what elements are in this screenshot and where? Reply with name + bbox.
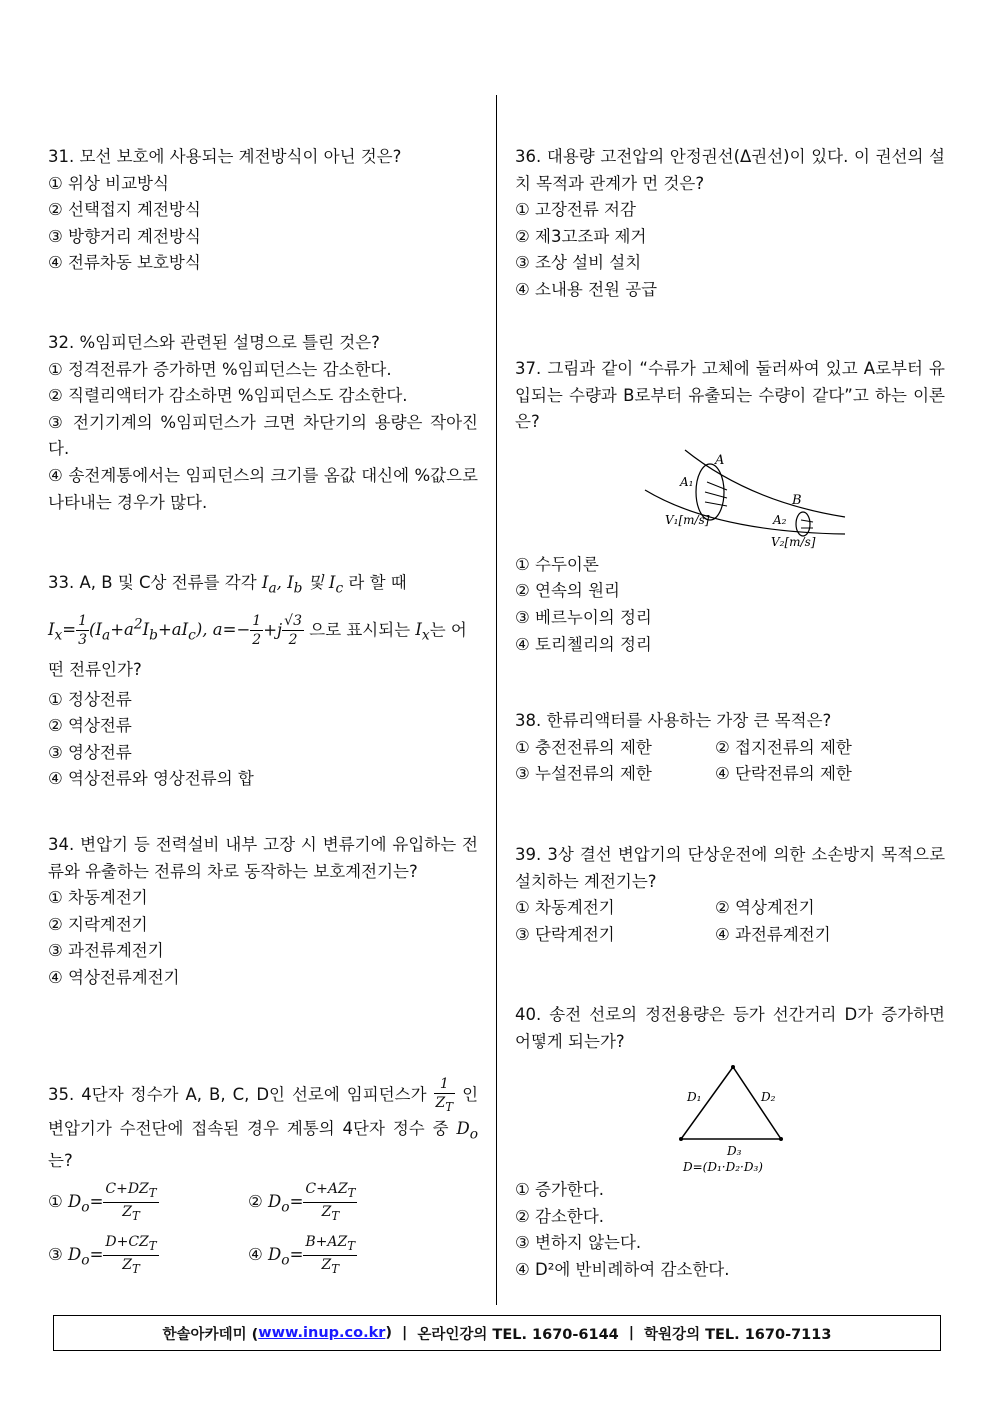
option: ④ 과전류계전기: [715, 924, 831, 944]
question-number: 40.: [515, 1005, 542, 1024]
option: ③ 영상전류: [48, 742, 132, 762]
option: ② 직렬리액터가 감소하면 %임피던스도 감소한다.: [48, 386, 408, 406]
option: ① 차동계전기: [515, 898, 615, 918]
question-32: [48, 330, 478, 516]
online-phone: 온라인강의 TEL. 1670-6144: [417, 1326, 619, 1343]
question-33: 33. A, B 및 C상 전류를 각각 $I_a$, $I_b$ 및 $I_c$ 라 할 때 $I_x=$ $\frac{1}{3}$ $(I_a+a^2I_b+aI_c)$, a=− $\frac{1}{2}$ +j $\frac{√3}{2}$ 으로 표시되는 $I_x$는 어떤 전류인가? ① 정상전류 ② 역상전류 ③ 영상전류 ④ 역상전류와 영상전류의 합: [48, 570, 478, 793]
question-40: [515, 1002, 945, 1284]
separator: |: [628, 1325, 635, 1341]
label-b: B: [792, 492, 802, 508]
option: ① 고장전류 저감: [515, 200, 636, 220]
math-ia-ib-ic: $I_a$, $I_b$ 및 $I_c$: [261, 573, 344, 597]
question-stem: 모선 보호에 사용되는 계전방식이 아닌 것은?: [79, 147, 402, 166]
math-formula: $I_x=$: [48, 620, 77, 644]
option: ① 충전전류의 제한: [515, 737, 652, 757]
question-stem: 으로 표시되는: [309, 620, 411, 640]
question-stem: 한류리액터를 사용하는 가장 큰 목적은?: [546, 711, 832, 730]
label-d2: D₂: [761, 1090, 776, 1105]
question-number: 31.: [48, 147, 75, 166]
question-39: [515, 842, 945, 948]
question-stem: 그림과 같이 “수류가 고체에 둘러싸여 있고 A로부터 유입되는 수량과 B로부터 유출되는 수량이 같다”고 하는 이론은?: [515, 359, 945, 432]
option: ④ 단락전류의 제한: [715, 764, 852, 784]
question-stem: 는?: [48, 1150, 73, 1170]
question-stem: 라 할 때: [348, 573, 407, 592]
label-a2: A₂: [773, 512, 787, 527]
option: ② 연속의 원리: [515, 581, 620, 601]
label-d3: D₃: [727, 1144, 742, 1159]
label-v1: V₁[m/s]: [665, 512, 710, 527]
footer-bar: 한솔아카데미 ( www.inup.co.kr ) | 온라인강의 TEL. 1670-6144 | 학원강의 TEL. 1670-7113: [53, 1315, 941, 1351]
question-31: [48, 144, 478, 277]
separator: |: [402, 1325, 408, 1341]
option: ④ 토리첼리의 정리: [515, 634, 652, 654]
option: ④ 소내용 전원 공급: [515, 279, 658, 299]
fraction: $\frac{1}{3}$: [78, 613, 88, 649]
question-stem: 4단자 정수가 A, B, C, D인 선로에 임피던스가: [81, 1084, 427, 1104]
question-stem: 송전 선로의 정전용량은 등가 선간거리 D가 증가하면 어떻게 되는가?: [515, 1005, 945, 1051]
column-divider: [496, 95, 497, 1305]
option: ③ 조상 설비 설치: [515, 253, 642, 273]
option: ③ 방향거리 계전방식: [48, 226, 201, 246]
label-v2: V₂[m/s]: [771, 534, 816, 549]
label-a: A: [715, 452, 725, 468]
question-number: 35.: [48, 1084, 75, 1104]
question-stem: 대용량 고전압의 안정권선(Δ권선)이 있다. 이 권선의 설치 목적과 관계가 먼 것은?: [515, 147, 945, 193]
option: ③ 과전류계전기: [48, 941, 164, 961]
option: ③ $D_o=$ $\frac{D+CZ_T}{Z_T}$: [48, 1233, 157, 1276]
question-36: [515, 144, 945, 304]
fraction: $\frac{1}{2}$: [252, 613, 262, 649]
option: ④ 송전계통에서는 임피던스의 크기를 옴값 대신에 %값으로 나타내는 경우가 많다.: [48, 465, 478, 512]
question-number: 33.: [48, 573, 75, 592]
option: ③ 베르누이의 정리: [515, 607, 652, 627]
question-38: [515, 708, 945, 788]
question-stem: 인 변압기가 수전단에 접속된 경우 계통의 4단자 정수 중: [48, 1084, 479, 1138]
offline-phone: 학원강의 TEL. 1670-7113: [644, 1326, 832, 1343]
option: ④ $D_o=$ $\frac{B+AZ_T}{Z_T}$: [248, 1233, 356, 1276]
option: ② 역상전류: [48, 716, 132, 736]
question-stem: 는 어떤 전류인가?: [48, 620, 467, 679]
option: ① 위상 비교방식: [48, 173, 169, 193]
question-stem: 3상 결선 변압기의 단상운전에 의한 소손방지 목적으로 설치하는 계전기는?: [515, 845, 946, 891]
question-number: 39.: [515, 845, 542, 864]
option: ① 정상전류: [48, 689, 132, 709]
option: ④ 역상전류계전기: [48, 967, 180, 987]
question-34: [48, 832, 478, 992]
option: ② 제3고조파 제거: [515, 226, 647, 246]
option: ② 지락계전기: [48, 914, 148, 934]
fraction: $\frac{1}{Z_T}$: [435, 1076, 454, 1114]
question-number: 38.: [515, 711, 542, 730]
option: ② 선택접지 계전방식: [48, 200, 201, 220]
question-number: 32.: [48, 333, 75, 352]
triangle-distance-figure: [515, 1059, 945, 1177]
question-number: 34.: [48, 835, 75, 854]
option: ① $D_o=$ $\frac{C+DZ_T}{Z_T}$: [48, 1181, 157, 1224]
website-link[interactable]: www.inup.co.kr: [258, 1325, 386, 1341]
question-number: 36.: [515, 147, 542, 166]
option: ② $D_o=$ $\frac{C+AZ_T}{Z_T}$: [248, 1181, 356, 1224]
label-d1: D₁: [687, 1090, 702, 1105]
question-stem: 변압기 등 전력설비 내부 고장 시 변류기에 유입하는 전류와 유출하는 전류의 차로 동작하는 보호계전기는?: [48, 835, 478, 881]
question-stem: %임피던스와 관련된 설명으로 틀린 것은?: [79, 333, 380, 352]
question-stem: A, B 및 C상 전류를 각각: [79, 573, 257, 592]
option: ② 역상계전기: [715, 898, 815, 918]
option: ③ 전기기계의 %임피던스가 크면 차단기의 용량은 작아진다.: [48, 412, 478, 459]
label-formula: D=(D₁·D₂·D₃): [683, 1160, 763, 1175]
fluid-pipe-figure: [515, 442, 945, 552]
question-35: 35. 4단자 정수가 A, B, C, D인 선로에 임피던스가 $\frac{1}{Z_T}$ 인 변압기가 수전단에 접속된 경우 계통의 4단자 정수 중 $D_o$는? ① $D_o=$ $\frac{C+DZ_T}{Z_T}$ ② $D_o=$ $\frac{C+AZ_T}{Z_T}$ ③ $D_o=$ $\frac{D+CZ_T}{Z_T}$ ④ $D_o=$ $\frac{B+AZ_T}{Z_T}$: [48, 1075, 478, 1285]
option: ③ 누설전류의 제한: [515, 764, 652, 784]
option: ① 차동계전기: [48, 888, 148, 908]
fraction: $\frac{√3}{2}$: [284, 613, 302, 649]
question-37: [515, 356, 945, 658]
option: ④ 역상전류와 영상전류의 합: [48, 769, 254, 789]
option: ③ 변하지 않는다.: [515, 1233, 642, 1253]
option: ④ 전류차동 보호방식: [48, 253, 201, 273]
option: ① 증가한다.: [515, 1180, 605, 1200]
option: ④ D²에 반비례하여 감소한다.: [515, 1259, 730, 1279]
option: ① 정격전류가 증가하면 %임피던스는 감소한다.: [48, 359, 392, 379]
label-a1: A₁: [680, 474, 694, 489]
option: ② 접지전류의 제한: [715, 737, 852, 757]
option: ② 감소한다.: [515, 1206, 605, 1226]
academy-name: 한솔아카데미 (: [162, 1326, 259, 1343]
option: ③ 단락계전기: [515, 924, 615, 944]
question-number: 37.: [515, 359, 542, 378]
option: ① 수두이론: [515, 554, 599, 574]
